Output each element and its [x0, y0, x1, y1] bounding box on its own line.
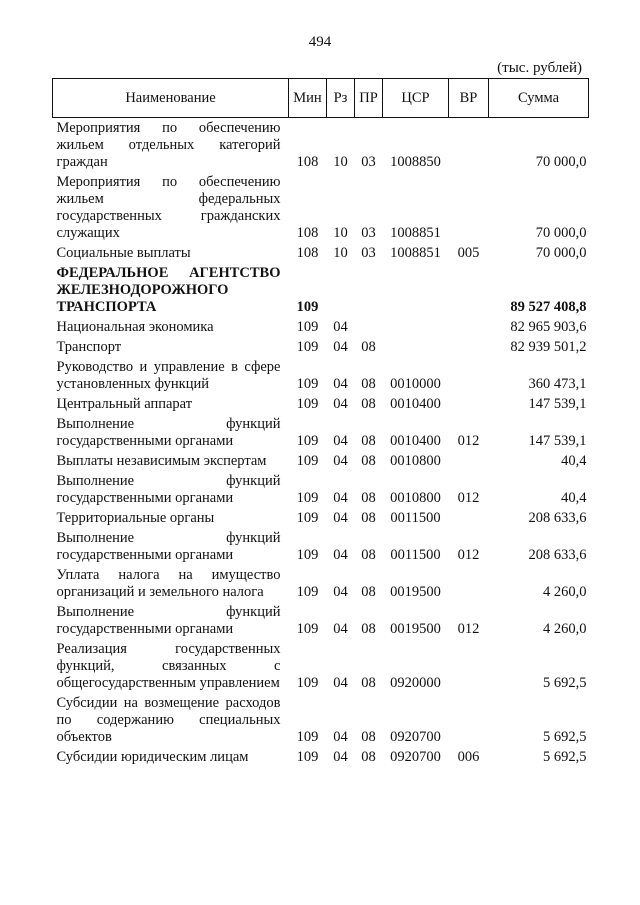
- row-name: Выполнение функций государственными органами: [56, 416, 281, 449]
- row-rz: 04: [333, 547, 348, 563]
- row-vr: [449, 172, 489, 243]
- row-vr: [449, 263, 489, 317]
- table-row: [53, 317, 589, 337]
- row-rz: 10: [333, 154, 348, 170]
- row-name: Мероприятия по обеспечению жильем федеральных государственных гражданских служащих: [56, 174, 281, 241]
- row-name: Мероприятия по обеспечению жильем отдельных категорий граждан: [56, 120, 281, 170]
- row-pr: 08: [361, 621, 376, 637]
- row-rz: 04: [333, 339, 348, 355]
- row-min: 109: [296, 396, 319, 412]
- header-csr: ЦСР: [383, 79, 449, 118]
- row-pr: 08: [361, 749, 376, 765]
- row-pr: [355, 317, 383, 337]
- row-min: 109: [296, 433, 319, 449]
- row-pr: 08: [361, 433, 376, 449]
- table-header: [53, 79, 589, 118]
- row-pr: [355, 263, 383, 317]
- row-name: Транспорт: [56, 339, 122, 355]
- row-rz: 04: [333, 319, 348, 335]
- table-row: [53, 693, 589, 747]
- row-sum: 82 965 903,6: [510, 319, 587, 335]
- row-vr: 006: [457, 749, 480, 765]
- row-vr: 005: [457, 245, 480, 261]
- table-row: [53, 508, 589, 528]
- row-min: 109: [296, 749, 319, 765]
- row-pr: 08: [361, 396, 376, 412]
- row-pr: 08: [361, 675, 376, 691]
- row-rz: 04: [333, 433, 348, 449]
- row-name: Субсидии юридическим лицам: [56, 749, 249, 765]
- table-row: [53, 565, 589, 602]
- row-name: Уплата налога на имущество организаций и земельного налога: [56, 567, 281, 600]
- row-min: 109: [296, 299, 319, 315]
- table-body: [53, 118, 589, 768]
- row-sum: 147 539,1: [528, 396, 587, 412]
- row-csr: 0010800: [390, 490, 441, 506]
- row-vr: [449, 317, 489, 337]
- budget-table: [52, 78, 589, 767]
- row-min: 109: [296, 453, 319, 469]
- row-vr: 012: [457, 547, 480, 563]
- row-vr: 012: [457, 621, 480, 637]
- row-sum: 5 692,5: [543, 749, 587, 765]
- table-row: [53, 263, 589, 317]
- row-rz: 04: [333, 729, 348, 745]
- row-csr: 0011500: [390, 547, 441, 563]
- row-vr: [449, 508, 489, 528]
- row-csr: [383, 263, 449, 317]
- row-vr: [449, 357, 489, 394]
- row-csr: 0019500: [390, 621, 441, 637]
- row-min: 109: [296, 490, 319, 506]
- row-csr: 1008851: [390, 225, 441, 241]
- row-sum: 4 260,0: [543, 584, 587, 600]
- row-csr: 0010400: [390, 433, 441, 449]
- row-min: 109: [296, 319, 319, 335]
- row-pr: 08: [361, 584, 376, 600]
- row-pr: 03: [361, 245, 376, 261]
- row-rz: 04: [333, 396, 348, 412]
- row-pr: 08: [361, 729, 376, 745]
- row-csr: 1008850: [390, 154, 441, 170]
- table-row: [53, 471, 589, 508]
- row-rz: 04: [333, 490, 348, 506]
- row-rz: 10: [333, 245, 348, 261]
- row-pr: 08: [361, 547, 376, 563]
- row-vr: [449, 394, 489, 414]
- header-min: Мин: [289, 79, 327, 118]
- table-row: [53, 747, 589, 767]
- row-sum: 70 000,0: [535, 225, 587, 241]
- row-pr: 08: [361, 453, 376, 469]
- row-name: Руководство и управление в сфере установленных функций: [56, 359, 281, 392]
- row-min: 109: [296, 376, 319, 392]
- row-rz: 04: [333, 510, 348, 526]
- header-pr: ПР: [355, 79, 383, 118]
- header-sum: Сумма: [489, 79, 589, 118]
- row-csr: [383, 317, 449, 337]
- row-pr: 03: [361, 154, 376, 170]
- row-rz: 04: [333, 675, 348, 691]
- row-sum: 208 633,6: [528, 510, 587, 526]
- row-pr: 08: [361, 376, 376, 392]
- row-sum: 89 527 408,8: [510, 299, 587, 315]
- table-row: [53, 357, 589, 394]
- row-pr: 08: [361, 510, 376, 526]
- table-row: [53, 172, 589, 243]
- row-min: 109: [296, 510, 319, 526]
- row-sum: 5 692,5: [543, 675, 587, 691]
- row-sum: 4 260,0: [543, 621, 587, 637]
- row-name: ФЕДЕРАЛЬНОЕ АГЕНТСТВО ЖЕЛЕЗНОДОРОЖНОГО ТРАНСПОРТА: [56, 265, 281, 315]
- row-min: 108: [296, 154, 319, 170]
- row-rz: 10: [333, 225, 348, 241]
- row-name: Реализация государственных функций, связанных с общегосударственным управлением: [56, 641, 281, 691]
- row-name: Выплаты независимым экспертам: [56, 453, 267, 469]
- row-vr: 012: [457, 433, 480, 449]
- row-rz: 04: [333, 621, 348, 637]
- row-name: Выполнение функций государственными органами: [56, 530, 281, 563]
- row-pr: 08: [361, 339, 376, 355]
- row-sum: 40,4: [561, 490, 587, 506]
- row-min: 109: [296, 584, 319, 600]
- row-csr: 0019500: [390, 584, 441, 600]
- row-min: 108: [296, 225, 319, 241]
- row-rz: 04: [333, 749, 348, 765]
- table-row: [53, 602, 589, 639]
- page-number: 494: [308, 34, 332, 50]
- table-row: [53, 639, 589, 693]
- table-row: [53, 118, 589, 173]
- row-rz: 04: [333, 453, 348, 469]
- row-vr: 012: [457, 490, 480, 506]
- row-pr: 03: [361, 225, 376, 241]
- header-name: Наименование: [53, 79, 289, 118]
- table-row: [53, 337, 589, 357]
- row-rz: 04: [333, 584, 348, 600]
- row-name: Центральный аппарат: [56, 396, 193, 412]
- row-vr: [449, 337, 489, 357]
- table-row: [53, 243, 589, 263]
- row-sum: 40,4: [561, 453, 587, 469]
- row-name: Субсидии на возмещение расходов по содержанию специальных объектов: [56, 695, 281, 745]
- row-min: 109: [296, 729, 319, 745]
- row-vr: [449, 693, 489, 747]
- row-name: Выполнение функций государственными органами: [56, 473, 281, 506]
- row-vr: [449, 639, 489, 693]
- row-csr: 0010400: [390, 396, 441, 412]
- row-csr: [383, 337, 449, 357]
- row-rz: [327, 263, 355, 317]
- row-csr: 0010800: [390, 453, 441, 469]
- row-name: Социальные выплаты: [56, 245, 191, 261]
- row-min: 108: [296, 245, 319, 261]
- row-csr: 1008851: [390, 245, 441, 261]
- row-csr: 0920700: [390, 749, 441, 765]
- row-vr: [449, 565, 489, 602]
- row-csr: 0920000: [390, 675, 441, 691]
- table-row: [53, 394, 589, 414]
- row-min: 109: [296, 547, 319, 563]
- header-rz: Рз: [327, 79, 355, 118]
- row-sum: 360 473,1: [528, 376, 587, 392]
- row-sum: 208 633,6: [528, 547, 587, 563]
- row-name: Выполнение функций государственными органами: [56, 604, 281, 637]
- row-sum: 147 539,1: [528, 433, 587, 449]
- header-vr: ВР: [449, 79, 489, 118]
- table-row: [53, 451, 589, 471]
- row-sum: 82 939 501,2: [510, 339, 587, 355]
- row-rz: 04: [333, 376, 348, 392]
- row-csr: 0920700: [390, 729, 441, 745]
- row-sum: 70 000,0: [535, 154, 587, 170]
- row-name: Территориальные органы: [56, 510, 215, 526]
- row-sum: 70 000,0: [535, 245, 587, 261]
- row-sum: 5 692,5: [543, 729, 587, 745]
- row-min: 109: [296, 675, 319, 691]
- row-vr: [449, 118, 489, 173]
- row-vr: [449, 451, 489, 471]
- row-min: 109: [296, 339, 319, 355]
- row-csr: 0010000: [390, 376, 441, 392]
- row-min: 109: [296, 621, 319, 637]
- row-pr: 08: [361, 490, 376, 506]
- table-row: [53, 528, 589, 565]
- row-csr: 0011500: [390, 510, 441, 526]
- table-row: [53, 414, 589, 451]
- units-label: (тыс. рублей): [497, 60, 582, 76]
- row-name: Национальная экономика: [56, 319, 214, 335]
